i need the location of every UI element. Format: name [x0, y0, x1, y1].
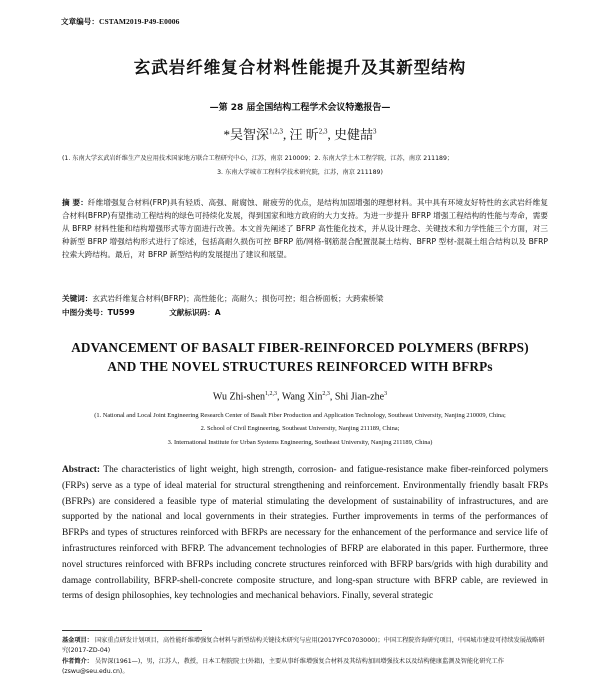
keywords-label: 关键词：	[62, 294, 93, 303]
author-affiliation-mark: 1,2,3	[268, 127, 283, 136]
chinese-affiliation-line: 3. 东南大学城市工程科学技术研究院，江苏，南京 211189)	[217, 169, 383, 176]
author-name: Wang Xin	[281, 391, 323, 403]
chinese-abstract-label: 摘 要：	[62, 198, 88, 207]
article-number: 文章编号：CSTAM2019-P49-E0006	[61, 17, 180, 26]
english-title	[0, 338, 600, 376]
author-affiliation-mark: 3	[373, 127, 377, 136]
author-affiliation-mark: 2,3	[322, 391, 330, 397]
author-name: Shi Jian-zhe	[334, 391, 385, 403]
author-name: *吴智深	[223, 127, 269, 142]
english-affiliation-line: (1. National and Local Joint Engineering Research Center of Basalt Fiber Production and Application Technology, Southeast University, Nanjing 210009, China;	[94, 412, 506, 419]
english-abstract	[62, 463, 548, 605]
english-title-line: AND THE NOVEL STRUCTURES REINFORCED WITH BFRPs	[107, 359, 493, 374]
footnote-funding	[62, 636, 548, 656]
author-name: 史健喆	[334, 127, 374, 142]
english-affiliation-line: 3. International Institute for Urban Systems Engineering, Southeast University, Nanjing 211189, China)	[167, 439, 433, 446]
chinese-affiliation-line: (1. 东南大学玄武岩纤维生产及应用技术国家地方联合工程研究中心，江苏，南京 210009；2. 东南大学土木工程学院，江苏，南京 211189；	[62, 155, 454, 162]
author-name: 汪 昕	[289, 127, 319, 142]
footnote-text: 吴智深(1961—)，男，江苏人，教授，日本工程院院士(外籍)，主要从事纤维增强复合材料及其结构加固增强技术以及结构健康监测及智能化研究工作(zswu@seu.edu.cn)。	[62, 658, 504, 675]
footnote-divider	[62, 630, 202, 631]
chinese-subtitle: —第 28 届全国结构工程学术会议特邀报告—	[209, 103, 391, 113]
author-affiliation-mark: 3	[384, 391, 388, 397]
chinese-abstract	[62, 196, 548, 261]
chinese-abstract-text: 纤维增强复合材料(FRP)具有轻质、高强、耐腐蚀、耐疲劳的优点，是结构加固增强的理想材料。其中具有环境友好特性的玄武岩纤维复合材料(BFRP)有望推动工程结构的绿色可持续化发展，得到国家和地方政府的大力支持。为进一步提升 BFRP 增强工程结构的性能与寿命，需要从 BFRP 材料性能和结构增强形式等方面进行改善。本文首先阐述了 BFRP 高性能化技术，并从设计理念、关键技术和力学性能三个方面，对三种新型 BFRP 增强结构形式进行了综述，包括高耐久损伤可控 BFRP 筋/网格-钢筋混合配置混凝土结构、BFRP 型材-混凝土组合结构以及 BFRP 拉索大跨结构。最后，对 BFRP 新型结构的发展提出了建议和展望。	[62, 198, 548, 259]
classification-line	[62, 307, 253, 318]
english-abstract-text: The characteristics of light weight, high strength, corrosion- and fatigue-resistance make fiber-reinforced polymers (FRPs) serve as a type of ideal material for structural strengthening and reinforcement. Environmentally friendly basalt FRPs (BFRPs) are considered a feasible type of material stimulating the development of sustainability of infrastructures, and are supported by the national and local governments in their strategies. Further improvements in terms of the performances of BFRPs and types of structures reinforced with BFRPs are necessary for the enhancement of the performance and service life of infrastructures reinforced with BFRP. The advancement technologies of BFRP are elaborated in this paper. Furthermore, three novel structures reinforced with BFRPs including concrete structures reinforced with BFRP bars/grids with high durability and damage controllability, BFRP-shell-concrete composite structure, and long-span structure with BFRP cable, are reviewed in terms of design philosophies, key technologies and mechanical behaviors. Finally, several strategic	[62, 465, 548, 602]
footnote-author-bio	[62, 657, 548, 677]
chinese-keywords	[62, 293, 548, 304]
keywords-text: 玄武岩纤维复合材料(BFRP)；高性能化；高耐久；损伤可控；组合桥面板；大跨索桥梁	[92, 294, 384, 303]
author-name: Wu Zhi-shen	[212, 391, 266, 403]
chinese-authors: *吴智深$^{1,2,3}$, 汪 昕$^{2,3}$, 史健喆$^3$	[223, 127, 377, 142]
author-affiliation-mark: 1,2,3	[265, 391, 278, 397]
english-abstract-label: Abstract:	[62, 465, 101, 475]
author-affiliation-mark: 2,3	[318, 127, 328, 136]
class-number-value: TU599	[107, 308, 135, 317]
english-title-line: ADVANCEMENT OF BASALT FIBER-REINFORCED POLYMERS (BFRPS)	[71, 340, 529, 355]
english-affiliation-line: 2. School of Civil Engineering, Southeast University, Nanjing 211189, China;	[200, 425, 400, 432]
english-authors: Wu Zhi-shen$^{1,2,3}$, Wang Xin$^{2,3}$, Shi Jian-zhe$^3$	[212, 391, 388, 403]
chinese-title: 玄武岩纤维复合材料性能提升及其新型结构	[133, 58, 467, 77]
footnote-label: 基金项目：	[62, 637, 93, 644]
document-code-value: A	[214, 308, 221, 317]
class-number-label: 中图分类号：	[62, 308, 108, 317]
footnote-text: 国家重点研发计划项目，高性能纤维增强复合材料与新型结构关键技术研究与应用(2017YFC0703000)；中国工程院咨询研究项目，中国城市建设可持续发展战略研究(2017-ZD-04)	[62, 637, 545, 654]
footnote-label: 作者简介：	[62, 658, 93, 665]
document-code-label: 文献标识码：	[169, 308, 215, 317]
